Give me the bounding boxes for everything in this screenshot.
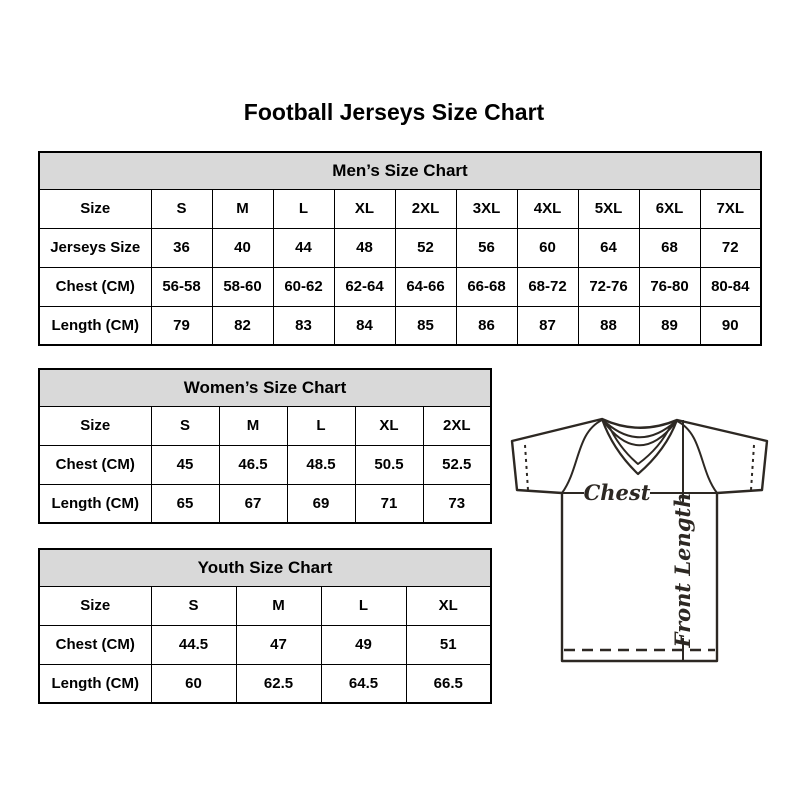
data-cell: 71 xyxy=(355,484,423,523)
data-cell: 62-64 xyxy=(334,267,395,306)
youth-table-title: Youth Size Chart xyxy=(39,549,491,586)
row-header-cell: Length (CM) xyxy=(39,664,151,703)
row-header-cell: Length (CM) xyxy=(39,306,151,345)
data-cell: 69 xyxy=(287,484,355,523)
data-cell: 88 xyxy=(578,306,639,345)
table-row xyxy=(39,586,491,625)
data-cell: 86 xyxy=(456,306,517,345)
data-cell: M xyxy=(236,586,321,625)
data-cell: S xyxy=(151,189,212,228)
data-cell: S xyxy=(151,406,219,445)
data-cell: L xyxy=(321,586,406,625)
front-length-label: Front Length xyxy=(670,492,695,648)
data-cell: L xyxy=(287,406,355,445)
row-header-cell: Chest (CM) xyxy=(39,445,151,484)
data-cell: 60 xyxy=(151,664,236,703)
data-cell: L xyxy=(273,189,334,228)
row-header-cell: Jerseys Size xyxy=(39,228,151,267)
row-header-cell: Length (CM) xyxy=(39,484,151,523)
data-cell: M xyxy=(212,189,273,228)
data-cell: XL xyxy=(355,406,423,445)
chest-label: Chest xyxy=(583,480,651,505)
data-cell: M xyxy=(219,406,287,445)
data-cell: 3XL xyxy=(456,189,517,228)
data-cell: 40 xyxy=(212,228,273,267)
data-cell: 66-68 xyxy=(456,267,517,306)
data-cell: 48 xyxy=(334,228,395,267)
table-row xyxy=(39,306,761,345)
data-cell: 60 xyxy=(517,228,578,267)
table-row xyxy=(39,664,491,703)
youth-size-table xyxy=(38,548,492,704)
data-cell: 79 xyxy=(151,306,212,345)
data-cell: 85 xyxy=(395,306,456,345)
data-cell: 72-76 xyxy=(578,267,639,306)
data-cell: 51 xyxy=(406,625,491,664)
data-cell: 50.5 xyxy=(355,445,423,484)
data-cell: 56-58 xyxy=(151,267,212,306)
data-cell: 84 xyxy=(334,306,395,345)
data-cell: 66.5 xyxy=(406,664,491,703)
data-cell: 47 xyxy=(236,625,321,664)
table-row xyxy=(39,484,491,523)
data-cell: 72 xyxy=(700,228,761,267)
table-row xyxy=(39,445,491,484)
data-cell: 6XL xyxy=(639,189,700,228)
data-cell: 68 xyxy=(639,228,700,267)
row-header-cell: Chest (CM) xyxy=(39,625,151,664)
data-cell: 2XL xyxy=(423,406,491,445)
data-cell: 36 xyxy=(151,228,212,267)
row-header-cell: Size xyxy=(39,189,151,228)
data-cell: 65 xyxy=(151,484,219,523)
data-cell: 7XL xyxy=(700,189,761,228)
data-cell: 5XL xyxy=(578,189,639,228)
data-cell: 52 xyxy=(395,228,456,267)
data-cell: 64 xyxy=(578,228,639,267)
data-cell: 4XL xyxy=(517,189,578,228)
data-cell: 83 xyxy=(273,306,334,345)
data-cell: 64-66 xyxy=(395,267,456,306)
page-title: Football Jerseys Size Chart xyxy=(243,99,545,125)
data-cell: 90 xyxy=(700,306,761,345)
data-cell: XL xyxy=(406,586,491,625)
data-cell: 49 xyxy=(321,625,406,664)
data-cell: 2XL xyxy=(395,189,456,228)
women-table-title: Women’s Size Chart xyxy=(39,369,491,406)
data-cell: 46.5 xyxy=(219,445,287,484)
table-row xyxy=(39,406,491,445)
table-row xyxy=(39,625,491,664)
data-cell: 82 xyxy=(212,306,273,345)
data-cell: 45 xyxy=(151,445,219,484)
data-cell: 80-84 xyxy=(700,267,761,306)
data-cell: 60-62 xyxy=(273,267,334,306)
data-cell: 73 xyxy=(423,484,491,523)
data-cell: 44 xyxy=(273,228,334,267)
table-row xyxy=(39,189,761,228)
data-cell: 89 xyxy=(639,306,700,345)
data-cell: 52.5 xyxy=(423,445,491,484)
data-cell: 64.5 xyxy=(321,664,406,703)
row-header-cell: Size xyxy=(39,586,151,625)
men-table-title: Men’s Size Chart xyxy=(39,152,761,189)
row-header-cell: Chest (CM) xyxy=(39,267,151,306)
data-cell: 62.5 xyxy=(236,664,321,703)
mens-size-table xyxy=(38,151,762,346)
table-row xyxy=(39,267,761,306)
data-cell: XL xyxy=(334,189,395,228)
data-cell: 44.5 xyxy=(151,625,236,664)
data-cell: 48.5 xyxy=(287,445,355,484)
data-cell: S xyxy=(151,586,236,625)
row-header-cell: Size xyxy=(39,406,151,445)
jersey-measurement-diagram xyxy=(500,398,778,676)
data-cell: 58-60 xyxy=(212,267,273,306)
data-cell: 87 xyxy=(517,306,578,345)
jersey-outline xyxy=(512,419,767,661)
womens-size-table xyxy=(38,368,492,524)
table-row xyxy=(39,228,761,267)
data-cell: 76-80 xyxy=(639,267,700,306)
data-cell: 67 xyxy=(219,484,287,523)
data-cell: 68-72 xyxy=(517,267,578,306)
data-cell: 56 xyxy=(456,228,517,267)
